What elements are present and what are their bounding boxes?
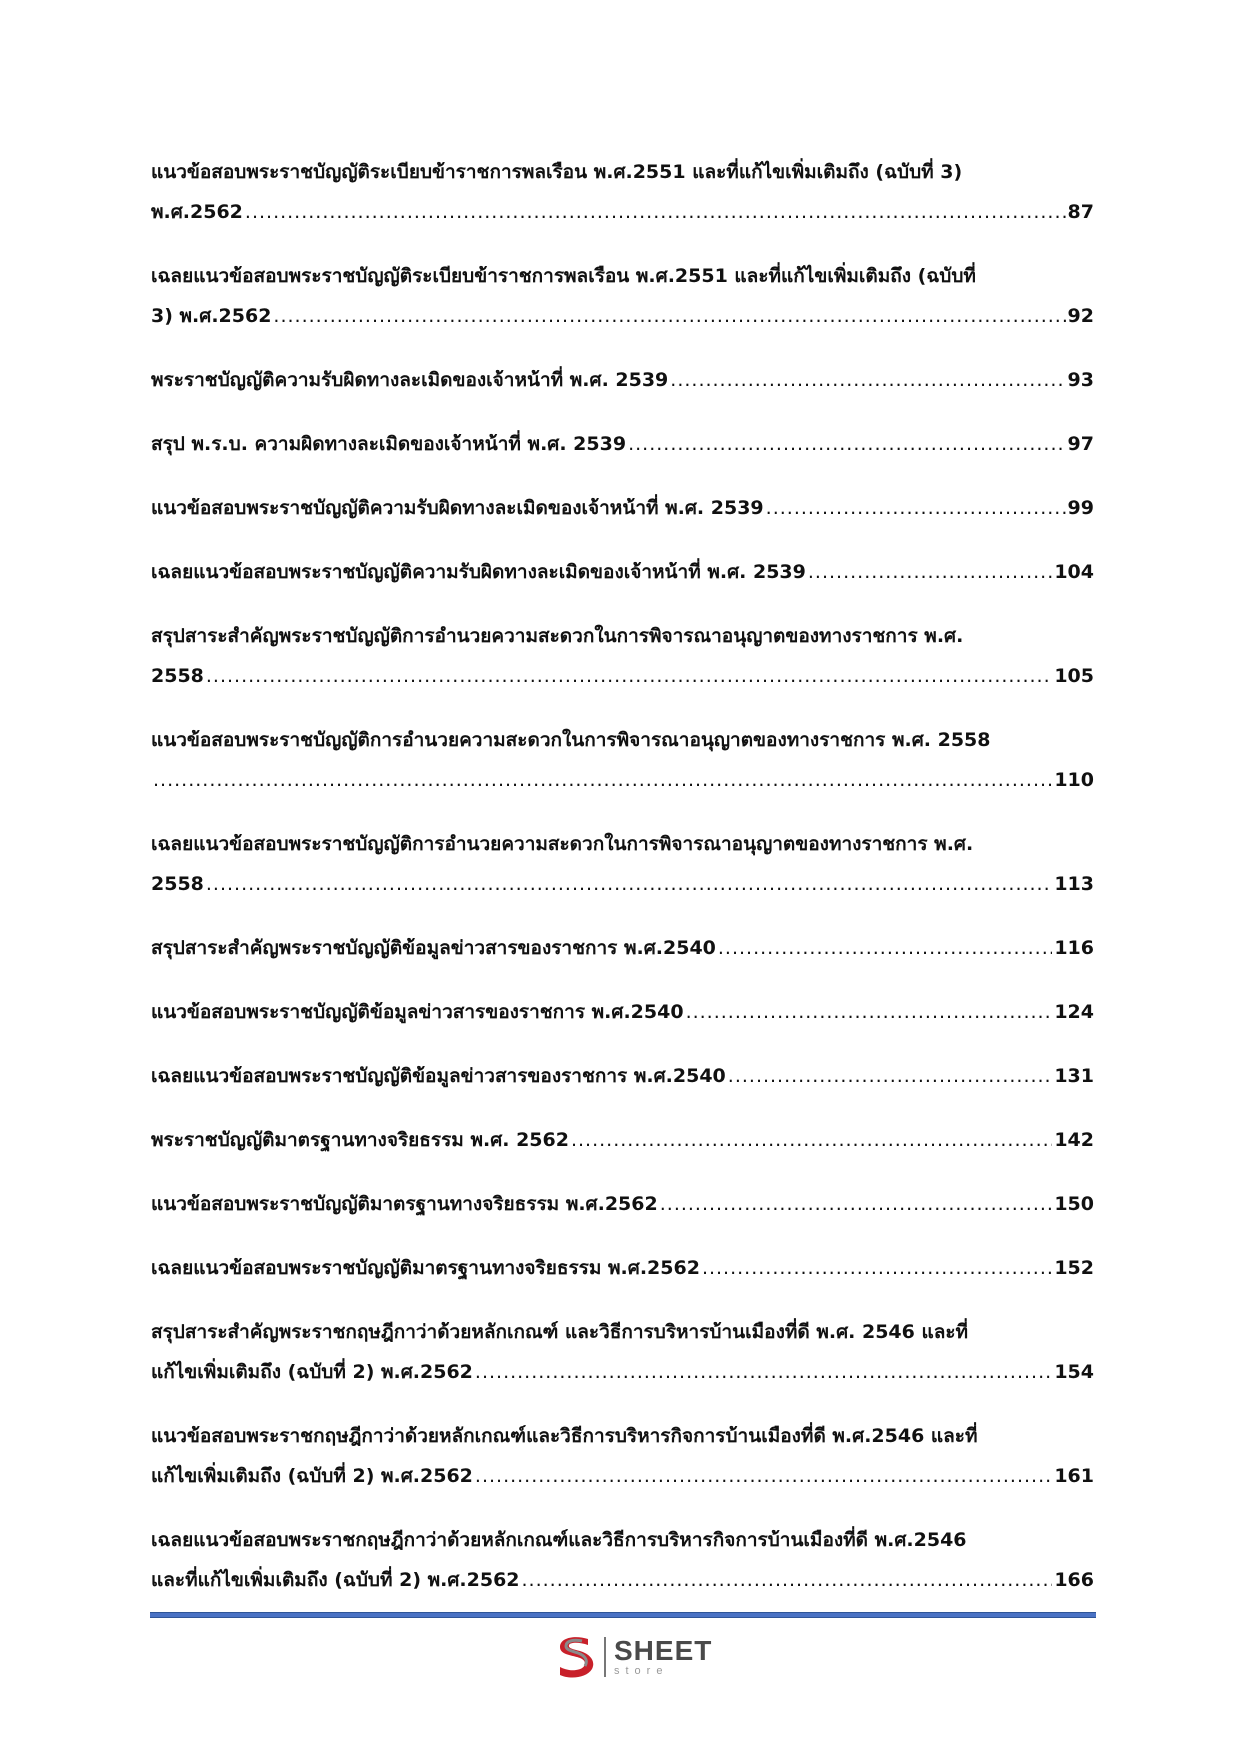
- dot-leader: [206, 864, 1052, 904]
- toc-entry-title: เฉลยแนวข้อสอบพระราชบัญญัติข้อมูลข่าวสารของราชการ พ.ศ.2540: [151, 1065, 726, 1087]
- toc-page-number: 99: [1067, 497, 1094, 519]
- toc-entry-title-line1: เฉลยแนวข้อสอบพระราชบัญญัติการอำนวยความสะดวกในการพิจารณาอนุญาตของทางราชการ พ.ศ.: [151, 833, 974, 855]
- toc-entry[interactable]: [151, 616, 1094, 696]
- toc-page-number: 113: [1054, 873, 1094, 895]
- toc-entry[interactable]: [151, 424, 1094, 464]
- toc-entry[interactable]: [151, 824, 1094, 904]
- dot-leader: [571, 1120, 1052, 1160]
- toc-page-number: 104: [1054, 561, 1094, 583]
- dot-leader: [628, 424, 1065, 464]
- toc-entry[interactable]: [151, 1248, 1094, 1288]
- toc-page-number: 97: [1067, 433, 1094, 455]
- toc-entry-title: สรุป พ.ร.บ. ความผิดทางละเมิดของเจ้าหน้าที่ พ.ศ. 2539: [151, 433, 627, 455]
- sheet-store-logo: [552, 1632, 712, 1682]
- toc-entry-title-line1: เฉลยแนวข้อสอบพระราชบัญญัติระเบียบข้าราชการพลเรือน พ.ศ.2551 และที่แก้ไขเพิ่มเติมถึง (ฉบับที่: [151, 265, 976, 287]
- toc-entry-title: สรุปสาระสำคัญพระราชบัญญัติข้อมูลข่าวสารของราชการ พ.ศ.2540: [151, 937, 716, 959]
- toc-entry-title-line1: แนวข้อสอบพระราชบัญญัติระเบียบข้าราชการพลเรือน พ.ศ.2551 และที่แก้ไขเพิ่มเติมถึง (ฉบับที่ 3): [151, 161, 963, 183]
- sheet-store-s-icon: [552, 1633, 598, 1681]
- toc-page-number: 131: [1054, 1065, 1094, 1087]
- toc-entry[interactable]: [151, 152, 1094, 232]
- toc-entry[interactable]: [151, 488, 1094, 528]
- toc-entry-title: แนวข้อสอบพระราชบัญญัติมาตรฐานทางจริยธรรม พ.ศ.2562: [151, 1193, 658, 1215]
- toc-entry-title-line1: แนวข้อสอบพระราชกฤษฎีกาว่าด้วยหลักเกณฑ์และวิธีการบริหารกิจการบ้านเมืองที่ดี พ.ศ.2546 และที่: [151, 1425, 978, 1447]
- toc-entry-title: 2558: [151, 873, 204, 895]
- toc-entry[interactable]: [151, 1520, 1094, 1600]
- toc-entry[interactable]: [151, 360, 1094, 400]
- toc-entry[interactable]: [151, 552, 1094, 592]
- toc-entry[interactable]: [151, 1120, 1094, 1160]
- toc-entry-title: และที่แก้ไขเพิ่มเติมถึง (ฉบับที่ 2) พ.ศ.2562: [151, 1569, 520, 1591]
- dot-leader: [153, 760, 1052, 800]
- toc-entry-title: พ.ศ.2562: [151, 201, 243, 223]
- dot-leader: [660, 1184, 1053, 1224]
- dot-leader: [808, 552, 1052, 592]
- toc-entry-title-line1: เฉลยแนวข้อสอบพระราชกฤษฎีกาว่าด้วยหลักเกณฑ์และวิธีการบริหารกิจการบ้านเมืองที่ดี พ.ศ.2546: [151, 1529, 967, 1551]
- dot-leader: [206, 656, 1052, 696]
- dot-leader: [686, 992, 1053, 1032]
- dot-leader: [728, 1056, 1053, 1096]
- toc-entry[interactable]: [151, 1184, 1094, 1224]
- toc-page-number: 154: [1054, 1361, 1094, 1383]
- toc-entry-title-line1: แนวข้อสอบพระราชบัญญัติการอำนวยความสะดวกในการพิจารณาอนุญาตของทางราชการ พ.ศ. 2558: [151, 729, 991, 751]
- table-of-contents: [151, 152, 1094, 1624]
- toc-entry[interactable]: [151, 256, 1094, 336]
- toc-page-number: 166: [1054, 1569, 1094, 1591]
- toc-page-number: 116: [1054, 937, 1094, 959]
- toc-entry-title: แนวข้อสอบพระราชบัญญัติข้อมูลข่าวสารของราชการ พ.ศ.2540: [151, 1001, 684, 1023]
- dot-leader: [475, 1352, 1052, 1392]
- toc-page-number: 87: [1067, 201, 1094, 223]
- toc-entry-title: เฉลยแนวข้อสอบพระราชบัญญัติมาตรฐานทางจริยธรรม พ.ศ.2562: [151, 1257, 700, 1279]
- logo-separator: [604, 1637, 606, 1677]
- toc-page-number: 110: [1054, 769, 1094, 791]
- toc-entry-title: พระราชบัญญัติมาตรฐานทางจริยธรรม พ.ศ. 2562: [151, 1129, 569, 1151]
- dot-leader: [475, 1456, 1052, 1496]
- toc-page-number: 93: [1067, 369, 1094, 391]
- toc-page-number: 152: [1054, 1257, 1094, 1279]
- toc-entry-title: 2558: [151, 665, 204, 687]
- toc-entry[interactable]: [151, 1056, 1094, 1096]
- dot-leader: [766, 488, 1066, 528]
- toc-page-number: 92: [1067, 305, 1094, 327]
- toc-entry-title: แนวข้อสอบพระราชบัญญัติความรับผิดทางละเมิดของเจ้าหน้าที่ พ.ศ. 2539: [151, 497, 764, 519]
- dot-leader: [273, 296, 1065, 336]
- toc-entry-title: เฉลยแนวข้อสอบพระราชบัญญัติความรับผิดทางละเมิดของเจ้าหน้าที่ พ.ศ. 2539: [151, 561, 806, 583]
- toc-entry-title: แก้ไขเพิ่มเติมถึง (ฉบับที่ 2) พ.ศ.2562: [151, 1361, 473, 1383]
- dot-leader: [718, 928, 1052, 968]
- toc-entry[interactable]: [151, 1312, 1094, 1392]
- toc-page-number: 124: [1054, 1001, 1094, 1023]
- brand-subtitle: store: [614, 1665, 669, 1677]
- toc-entry[interactable]: [151, 928, 1094, 968]
- footer-divider: [150, 1612, 1096, 1618]
- dot-leader: [702, 1248, 1052, 1288]
- dot-leader: [670, 360, 1065, 400]
- toc-page-number: 142: [1054, 1129, 1094, 1151]
- brand-name: SHEET: [614, 1635, 713, 1666]
- toc-page-number: 161: [1054, 1465, 1094, 1487]
- toc-entry-title-line1: สรุปสาระสำคัญพระราชบัญญัติการอำนวยความสะดวกในการพิจารณาอนุญาตของทางราชการ พ.ศ.: [151, 625, 964, 647]
- toc-page-number: 150: [1054, 1193, 1094, 1215]
- toc-entry-title: แก้ไขเพิ่มเติมถึง (ฉบับที่ 2) พ.ศ.2562: [151, 1465, 473, 1487]
- dot-leader: [245, 192, 1066, 232]
- toc-entry-title-line1: สรุปสาระสำคัญพระราชกฤษฎีกาว่าด้วยหลักเกณฑ์ และวิธีการบริหารบ้านเมืองที่ดี พ.ศ. 2546 และที่: [151, 1321, 969, 1343]
- toc-entry[interactable]: [151, 1416, 1094, 1496]
- toc-entry-title: 3) พ.ศ.2562: [151, 305, 272, 327]
- toc-entry[interactable]: [151, 992, 1094, 1032]
- toc-entry[interactable]: [151, 720, 1094, 800]
- dot-leader: [522, 1560, 1053, 1600]
- toc-page-number: 105: [1054, 665, 1094, 687]
- toc-entry-title: พระราชบัญญัติความรับผิดทางละเมิดของเจ้าหน้าที่ พ.ศ. 2539: [151, 369, 669, 391]
